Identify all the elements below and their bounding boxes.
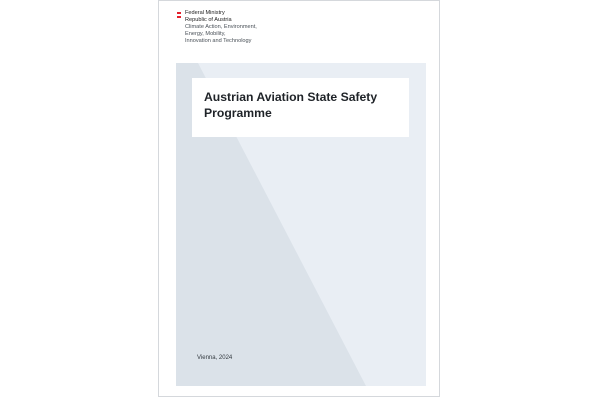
cover-graphic-panel bbox=[176, 63, 426, 386]
ministry-line: Federal Ministry bbox=[185, 10, 225, 16]
ministry-logo-block bbox=[177, 10, 377, 45]
place-date: Vienna, 2024 bbox=[197, 355, 233, 361]
ministry-line: Energy, Mobility, bbox=[185, 31, 226, 37]
document-title: Austrian Aviation State Safety Programme bbox=[204, 90, 378, 120]
austria-flag-icon bbox=[177, 12, 181, 18]
ministry-line: Republic of Austria bbox=[185, 17, 232, 23]
document-cover-page bbox=[158, 0, 440, 397]
ministry-line: Innovation and Technology bbox=[185, 38, 252, 44]
ministry-line: Climate Action, Environment, bbox=[185, 24, 257, 30]
ministry-name bbox=[185, 10, 377, 45]
title-box bbox=[192, 78, 409, 137]
